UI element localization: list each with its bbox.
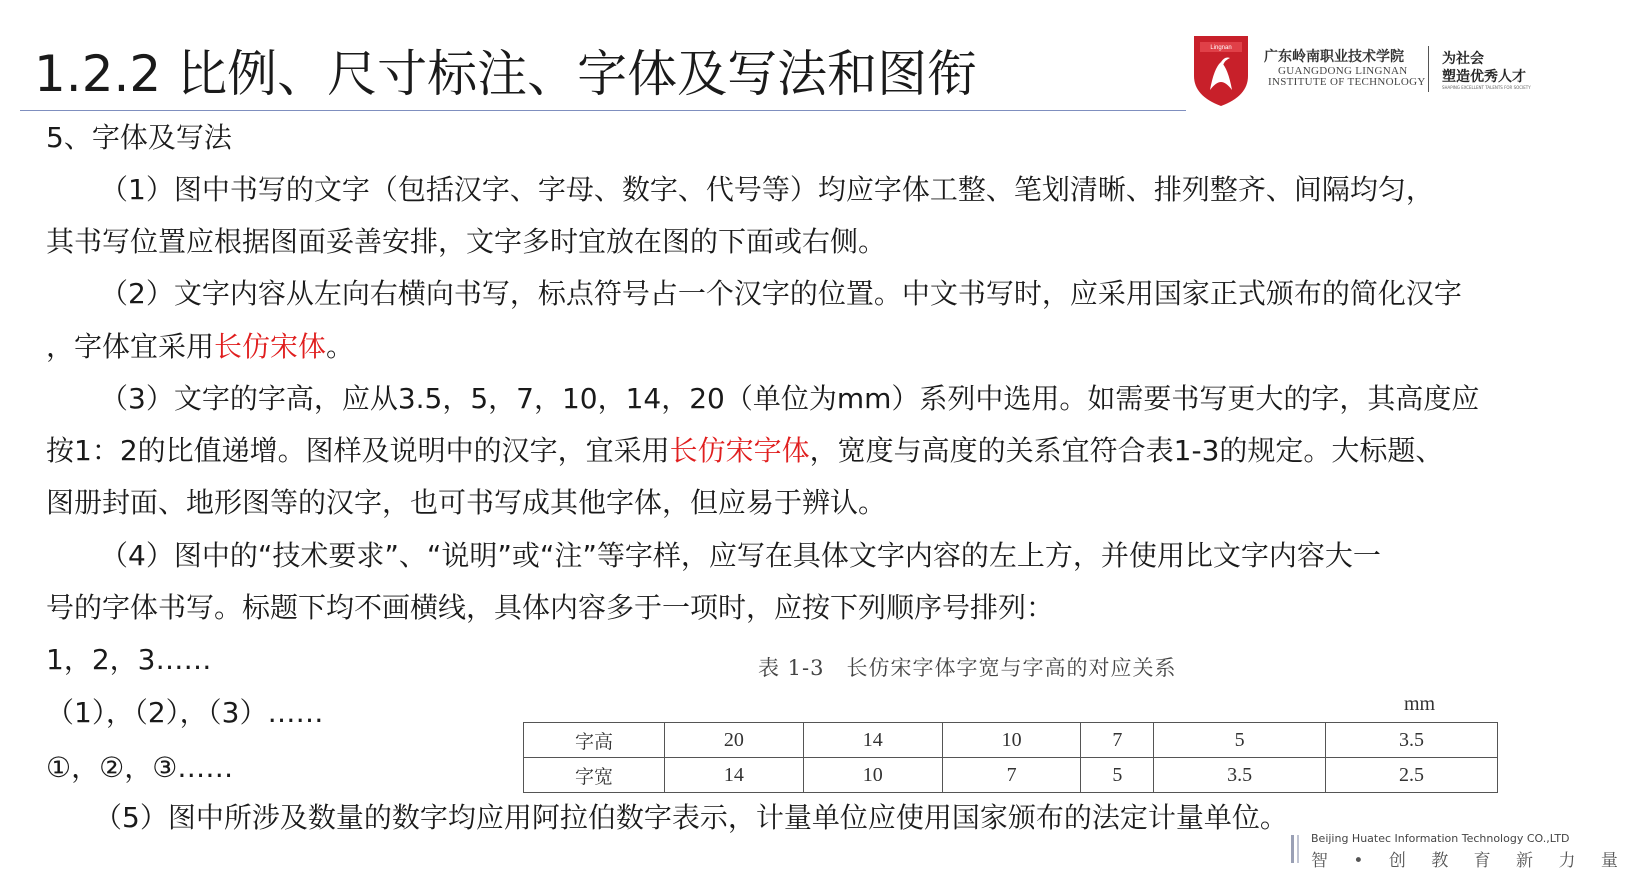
table-row	[524, 758, 1498, 793]
paragraph-2-line-2	[46, 327, 354, 367]
paragraph-5-line-1: （5）图中所涉及数量的数字均应用阿拉伯数字表示，计量单位应使用国家颁布的法定计量单位。	[94, 801, 1288, 834]
footer-accent-bar	[1297, 835, 1299, 863]
motto-line2: 塑造优秀人才	[1442, 69, 1526, 85]
highlight-font-name: 长仿宋体	[214, 330, 327, 363]
table-cell: 3.5	[1154, 758, 1326, 793]
table-cell: 10	[803, 758, 942, 793]
paragraph-3-text-post: ，宽度与高度的关系宜符合表1-3的规定。大标题、	[809, 434, 1444, 467]
table-cell: 14	[665, 758, 804, 793]
paragraph-3-text-pre: 按1：2的比值递增。图样及说明中的汉字，宜采用	[46, 434, 670, 467]
paragraph-3-line-2	[46, 431, 1443, 471]
footer-company-name: Beijing Huatec Information Technology CO.,LTD	[1311, 832, 1570, 845]
paragraph-3-line-1: （3）文字的字高，应从3.5，5，7，10，14，20（单位为mm）系列中选用。如需要书写更大的字，其高度应	[100, 382, 1480, 415]
section-heading: 5、字体及写法	[46, 121, 232, 154]
shield-text: Lingnan	[1210, 45, 1232, 51]
highlight-font-name: 长仿宋字体	[669, 434, 810, 467]
paragraph-2-text-post: 。	[326, 330, 355, 363]
logo-divider	[1428, 46, 1429, 92]
sequence-example-2: （1），（2），（3）……	[46, 696, 324, 729]
paragraph-4-line-1: （4）图中的“技术要求”、“说明”或“注”等字样，应写在具体文字内容的左上方，并使用比文字内容大一	[100, 539, 1381, 572]
row-header: 字宽	[524, 758, 665, 793]
footer-accent-bar	[1291, 835, 1294, 863]
row-header: 字高	[524, 723, 665, 758]
footer-slogan: 智 • 创 教 育 新 力 量	[1311, 851, 1628, 871]
paragraph-2-text-pre: ，字体宜采用	[46, 330, 215, 363]
table-cell: 7	[1081, 723, 1154, 758]
motto-line1: 为社会	[1442, 51, 1484, 67]
table-caption: 表 1-3 长仿宋字体字宽与字高的对应关系	[758, 656, 1177, 680]
school-name-cn: 广东岭南职业技术学院	[1264, 49, 1404, 65]
school-name-en-line2: INSTITUTE OF TECHNOLOGY	[1268, 76, 1426, 88]
table-cell: 14	[803, 723, 942, 758]
page-title: 1.2.2 比例、尺寸标注、字体及写法和图衔	[34, 45, 978, 103]
table-cell: 5	[1154, 723, 1326, 758]
paragraph-3-line-3: 图册封面、地形图等的汉字，也可书写成其他字体，但应易于辨认。	[46, 486, 887, 519]
school-logo	[1188, 30, 1548, 112]
sequence-example-1: 1，2，3……	[46, 643, 212, 676]
sequence-example-3: ①，②，③……	[46, 751, 234, 784]
title-underline	[20, 110, 1186, 111]
font-size-table	[523, 722, 1498, 793]
table-cell: 3.5	[1326, 723, 1498, 758]
paragraph-4-line-2: 号的字体书写。标题下均不画横线，具体内容多于一项时，应按下列顺序号排列：	[46, 591, 1055, 624]
table-cell: 7	[942, 758, 1081, 793]
school-name-en-line1: GUANGDONG LINGNAN	[1278, 65, 1408, 77]
table-cell: 20	[665, 723, 804, 758]
table-cell: 2.5	[1326, 758, 1498, 793]
table-cell: 10	[942, 723, 1081, 758]
motto-en: SHAPING EXCELLENT TALENTS FOR SOCIETY	[1442, 85, 1531, 90]
paragraph-2-line-1: （2）文字内容从左向右横向书写，标点符号占一个汉字的位置。中文书写时，应采用国家正式颁布的简化汉字	[100, 277, 1462, 310]
paragraph-1-line-2: 其书写位置应根据图面妥善安排，文字多时宜放在图的下面或右侧。	[46, 225, 887, 258]
school-shield-icon	[1192, 32, 1250, 108]
table-cell: 5	[1081, 758, 1154, 793]
paragraph-1-line-1: （1）图中书写的文字（包括汉字、字母、数字、代号等）均应字体工整、笔划清晰、排列整齐、间隔均匀，	[100, 173, 1434, 206]
table-row	[524, 723, 1498, 758]
table-unit: mm	[1404, 693, 1436, 715]
